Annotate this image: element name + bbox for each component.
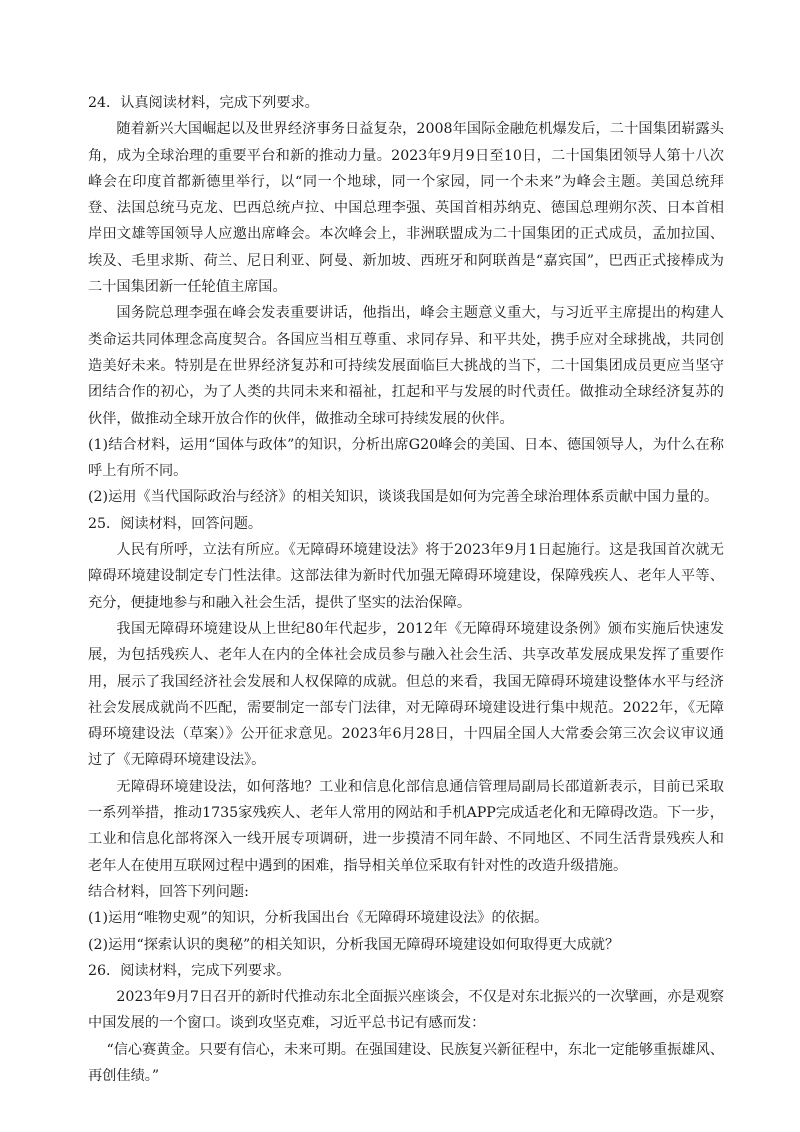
question-24-material-paragraph: 随着新兴大国崛起以及世界经济事务日益复杂，2008年国际金融危机爆发后，二十国集团崭露头角，成为全球治理的重要平台和新的推动力量。2023年9月9日至10日，二十国集团领导人第十八次峰会在印度首都新德里举行，以“同一个地球，同一个家园，同一个未来”为峰会主题。美国总统拜登、法国总统马克龙、巴西总统卢拉、中国总理李强、英国首相苏纳克、德国总理朔尔茨、日本首相岸田文雄等国领导人应邀出席峰会。本次峰会上，非洲联盟成为二十国集团的正式成员，孟加拉国、埃及、毛里求斯、荷兰、尼日利亚、阿曼、新加坡、西班牙和阿联酋是“嘉宾国”，巴西正式接棒成为二十国集团新一任轮值主席国。 [88,121,724,296]
question-24-sub-question-2: (2)运用《当代国际政治与经济》的相关知识，谈谈我国是如何为完善全球治理体系贡献中国力量的。 [88,489,719,506]
document-page [88,90,724,1089]
question-25-material-paragraph: 我国无障碍环境建设从上世纪80年代起步，2012年《无障碍环境建设条例》颁布实施后快速发展，为包括残疾人、老年人在内的全体社会成员参与融入社会生活、共享改革发展成果发挥了重要作用，展示了我国经济社会发展和人权保障的成就。但总的来看，我国无障碍环境建设整体水平与经济社会发展成就尚不匹配，需要制定一部专门法律，对无障碍环境建设进行集中规范。2022年，《无障碍环境建设法（草案）》公开征求意见。2023年6月28日，十四届全国人大常委会第三次会议审议通过了《无障碍环境建设法》。 [88,620,724,769]
question-25-sub-question-1: (1)运用“唯物史观”的知识，分析我国出台《无障碍环境建设法》的依据。 [88,910,549,927]
question-24-material-paragraph: 国务院总理李强在峰会发表重要讲话，他指出，峰会主题意义重大，与习近平主席提出的构建人类命运共同体理念高度契合。各国应当相互尊重、求同存异、和平共处，携手应对全球挑战，共同创造美好未来。特别是在世界经济复苏和可持续发展面临巨大挑战的当下，二十国集团成员更应当坚守团结合作的初心，为了人类的共同未来和福祉，扛起和平与发展的时代责任。做推动全球经济复苏的伙伴，做推动全球开放合作的伙伴，做推动全球可持续发展的伙伴。 [88,305,724,427]
question-26-quote: “信心赛黄金。只要有信心，未来可期。在强国建设、民族复兴新征程中，东北一定能够重振雄风、再创佳绩。” [88,1041,724,1084]
question-25-sub-question-2: (2)运用“探索认识的奥秘”的相关知识，分析我国无障碍环境建设如何取得更大成就？ [88,936,620,953]
question-26-material-paragraph: 2023年9月7日召开的新时代推动东北全面振兴座谈会，不仅是对东北振兴的一次擘画，亦是观察中国发展的一个窗口。谈到攻坚克难，习近平总书记有感而发： [88,989,724,1032]
question-24-sub-question-1: (1)结合材料，运用“国体与政体”的知识，分析出席G20峰会的美国、日本、德国领导人，为什么在称呼上有所不同。 [88,436,724,480]
question-26-title: 26．阅读材料，完成下列要求。 [88,962,291,979]
question-25-material-paragraph: 无障碍环境建设法，如何落地？工业和信息化部信息通信管理局副局长邵道新表示，目前已采取一系列举措，推动1735家残疾人、老年人常用的网站和手机APP完成适老化和无障碍改造。下一步，工业和信息化部将深入一线开展专项调研，进一步摸清不同年龄、不同地区、不同生活背景残疾人和老年人在使用互联网过程中遇到的困难，指导相关单位采取有针对性的改造升级措施。 [88,778,724,874]
question-24-title: 24．认真阅读材料，完成下列要求。 [88,95,319,111]
question-25-material-paragraph: 人民有所呼，立法有所应。《无障碍环境建设法》将于2023年9月1日起施行。这是我国首次就无障碍环境建设制定专门性法律。这部法律为新时代加强无障碍环境建设，保障残疾人、老年人平等、充分，便捷地参与和融入社会生活，提供了坚实的法治保障。 [88,542,724,611]
question-25-title: 25．阅读材料，回答问题。 [88,515,263,532]
question-25-prompt: 结合材料，回答下列问题: [88,883,249,900]
